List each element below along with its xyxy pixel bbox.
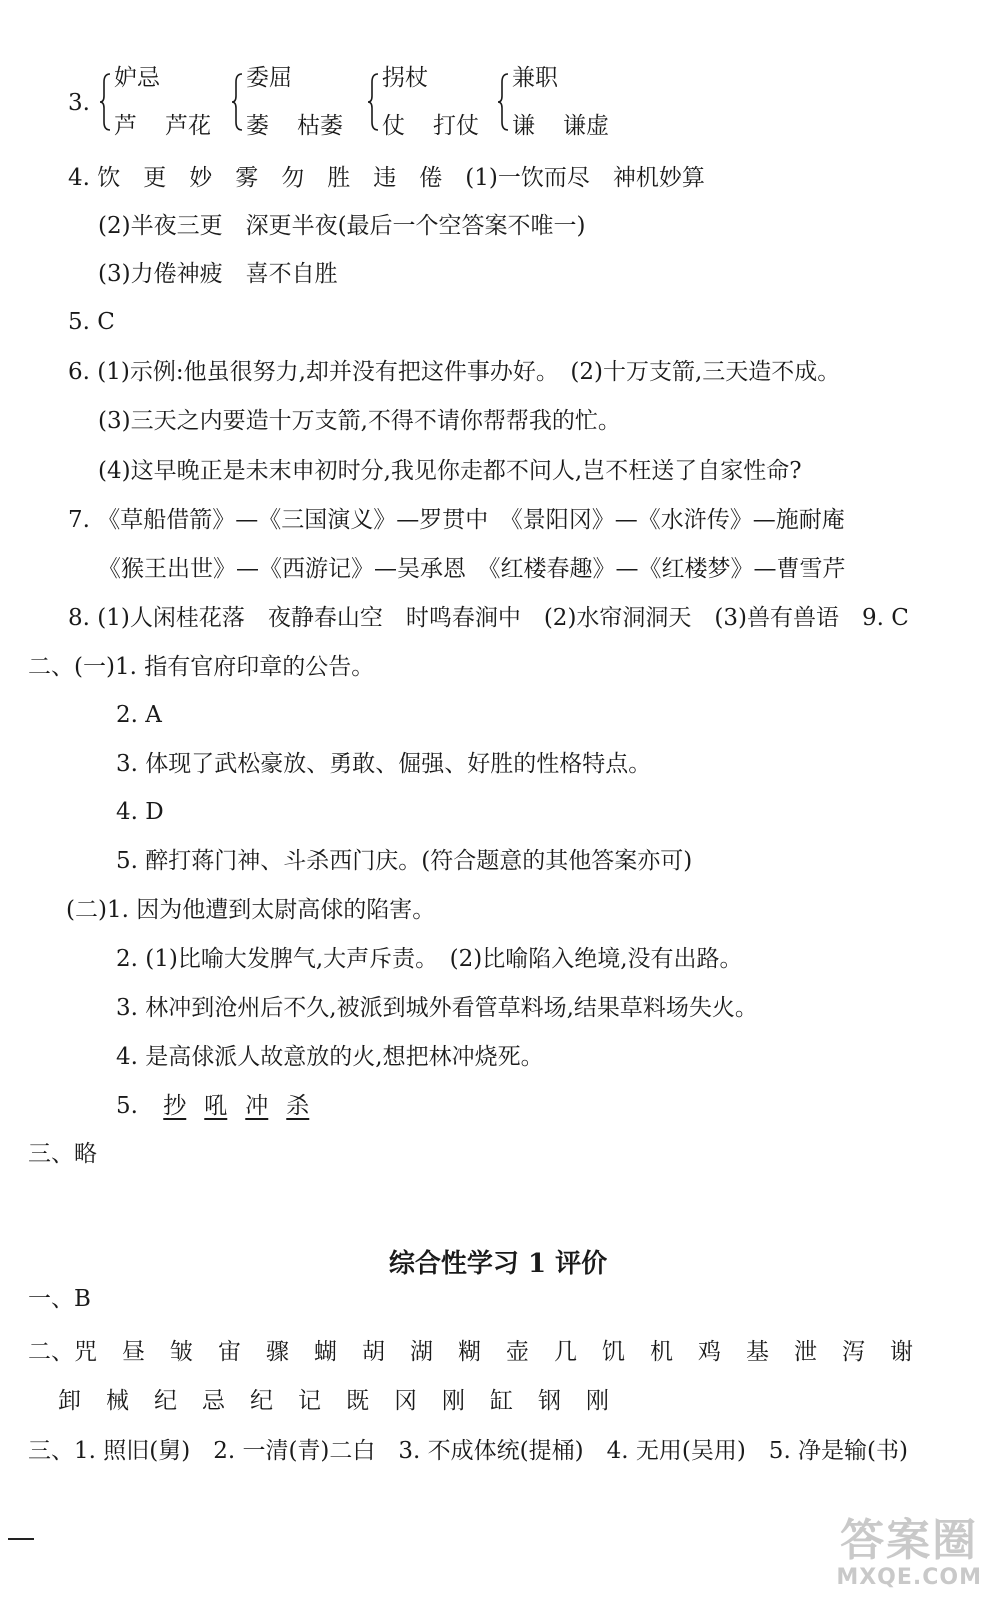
part2-row-2 (58, 1386, 634, 1416)
underlined-words (145, 1093, 309, 1119)
character-item: 刚 (442, 1388, 465, 1414)
q5-line: 5. C (68, 309, 115, 335)
underlined-word: 杀 (286, 1093, 310, 1119)
character-item: 刚 (586, 1388, 609, 1414)
q3-group-bottom (382, 112, 479, 140)
section2-q5: 5. 醉打蒋门神、斗杀西门庆。(符合题意的其他答案亦可) (116, 848, 693, 874)
character-item: 咒 (74, 1339, 97, 1365)
section2-q1: 二、(一)1. 指有官府印章的公告。 (28, 654, 375, 680)
section2b-q1: (二)1. 因为他遭到太尉高俅的陷害。 (66, 897, 436, 923)
q3-bottom-char: 芦 (114, 113, 137, 139)
character-item: 湖 (410, 1339, 433, 1365)
character-item: 纪 (154, 1388, 177, 1414)
footer-rule (8, 1538, 34, 1540)
q3-group-top: 兼职 (512, 65, 558, 91)
brace-icon (368, 72, 380, 132)
q7-line-2: 《猴王出世》—《西游记》—吴承恩 《红楼春趣》—《红楼梦》—曹雪芹 (98, 556, 846, 582)
q4-line-2: (2)半夜三更 深更半夜(最后一个空答案不唯一) (98, 213, 586, 239)
section2b-q3: 3. 林冲到沧州后不久,被派到城外看管草料场,结果草料场失火。 (116, 995, 758, 1021)
character-item: 宙 (218, 1339, 241, 1365)
part2-label: 二、 (28, 1339, 74, 1365)
character-item: 忌 (202, 1388, 225, 1414)
character-item: 壶 (506, 1339, 529, 1365)
part1-answer: 一、B (28, 1286, 91, 1312)
q3-bottom-word: 枯萎 (297, 113, 343, 139)
character-item: 械 (106, 1388, 129, 1414)
q3-bottom-char: 谦 (512, 113, 535, 139)
section2b-q5 (116, 1091, 309, 1121)
section2b-q2: 2. (1)比喻大发脾气,大声斥责。 (2)比喻陷入绝境,没有出路。 (116, 946, 743, 972)
underlined-word: 吼 (204, 1093, 228, 1119)
character-item: 昼 (122, 1339, 145, 1365)
underlined-word: 冲 (245, 1093, 269, 1119)
section2-q4: 4. D (116, 799, 164, 825)
q3-number: 3. (68, 90, 90, 116)
q6-line-1: 6. (1)示例:他虽很努力,却并没有把这件事办好。 (2)十万支箭,三天造不成。 (68, 359, 841, 385)
section2-q3: 3. 体现了武松豪放、勇敢、倔强、好胜的性格特点。 (116, 751, 652, 777)
character-item: 缸 (490, 1388, 513, 1414)
page-title: 综合性学习 1 评价 (388, 1249, 608, 1279)
section2-q2: 2. A (116, 702, 162, 728)
brace-icon (100, 72, 112, 132)
brace-icon (232, 72, 244, 132)
character-item: 骤 (266, 1339, 289, 1365)
character-item: 鸡 (698, 1339, 721, 1365)
part2-row-1 (28, 1337, 938, 1367)
underlined-word: 抄 (163, 1093, 187, 1119)
char-list-2 (58, 1388, 634, 1414)
character-item: 记 (298, 1388, 321, 1414)
character-item: 泻 (842, 1339, 865, 1365)
q4-line-1: 4. 饮 更 妙 雾 勿 胜 违 倦 (1)一饮而尽 神机妙算 (68, 165, 705, 191)
character-item: 泄 (794, 1339, 817, 1365)
q3-group-bottom (512, 112, 609, 140)
q3-group-top: 委屈 (246, 65, 292, 91)
q3-group-top: 拐杖 (382, 65, 428, 91)
character-item: 卸 (58, 1388, 81, 1414)
q3-group-top: 妒忌 (114, 65, 160, 91)
character-item: 钢 (538, 1388, 561, 1414)
watermark-text: 答案圈 (840, 1515, 979, 1566)
character-item: 谢 (890, 1339, 913, 1365)
character-item: 胡 (362, 1339, 385, 1365)
section2b-q4: 4. 是高俅派人故意放的火,想把林冲烧死。 (116, 1044, 544, 1070)
character-item: 糊 (458, 1339, 481, 1365)
character-item: 饥 (602, 1339, 625, 1365)
character-item: 纪 (250, 1388, 273, 1414)
watermark-url: MXQE.COM (836, 1565, 982, 1590)
q3-bottom-word: 芦花 (165, 113, 211, 139)
part3-line: 三、1. 照旧(舅) 2. 一清(青)二白 3. 不成体统(提桶) 4. 无用(吴用) 5. 净是输(书) (28, 1438, 909, 1464)
character-item: 机 (650, 1339, 673, 1365)
character-item: 既 (346, 1388, 369, 1414)
q6-line-3: (4)这早晚正是未末申初时分,我见你走都不问人,岂不枉送了自家性命? (98, 458, 802, 484)
q3-bottom-word: 打仗 (433, 113, 479, 139)
q3-group-bottom (114, 112, 211, 140)
watermark-logo (836, 1517, 982, 1590)
character-item: 皱 (170, 1339, 193, 1365)
character-item: 冈 (394, 1388, 417, 1414)
q3-bottom-char: 萎 (246, 113, 269, 139)
character-item: 基 (746, 1339, 769, 1365)
q3-bottom-char: 仗 (382, 113, 405, 139)
q8-line: 8. (1)人闲桂花落 夜静春山空 时鸣春涧中 (2)水帘洞洞天 (3)兽有兽语 9. C (68, 605, 909, 631)
section2b-q5-number: 5. (116, 1093, 138, 1119)
q3-group-bottom (246, 112, 343, 140)
q3-bottom-word: 谦虚 (563, 113, 609, 139)
section3-line: 三、略 (28, 1141, 97, 1167)
character-item: 蝴 (314, 1339, 337, 1365)
q4-line-3: (3)力倦神疲 喜不自胜 (98, 261, 338, 287)
q7-line-1: 7. 《草船借箭》—《三国演义》—罗贯中 《景阳冈》—《水浒传》—施耐庵 (68, 507, 845, 533)
character-item: 几 (554, 1339, 577, 1365)
char-list-1 (74, 1339, 938, 1365)
brace-icon (498, 72, 510, 132)
q6-line-2: (3)三天之内要造十万支箭,不得不请你帮帮我的忙。 (98, 408, 621, 434)
